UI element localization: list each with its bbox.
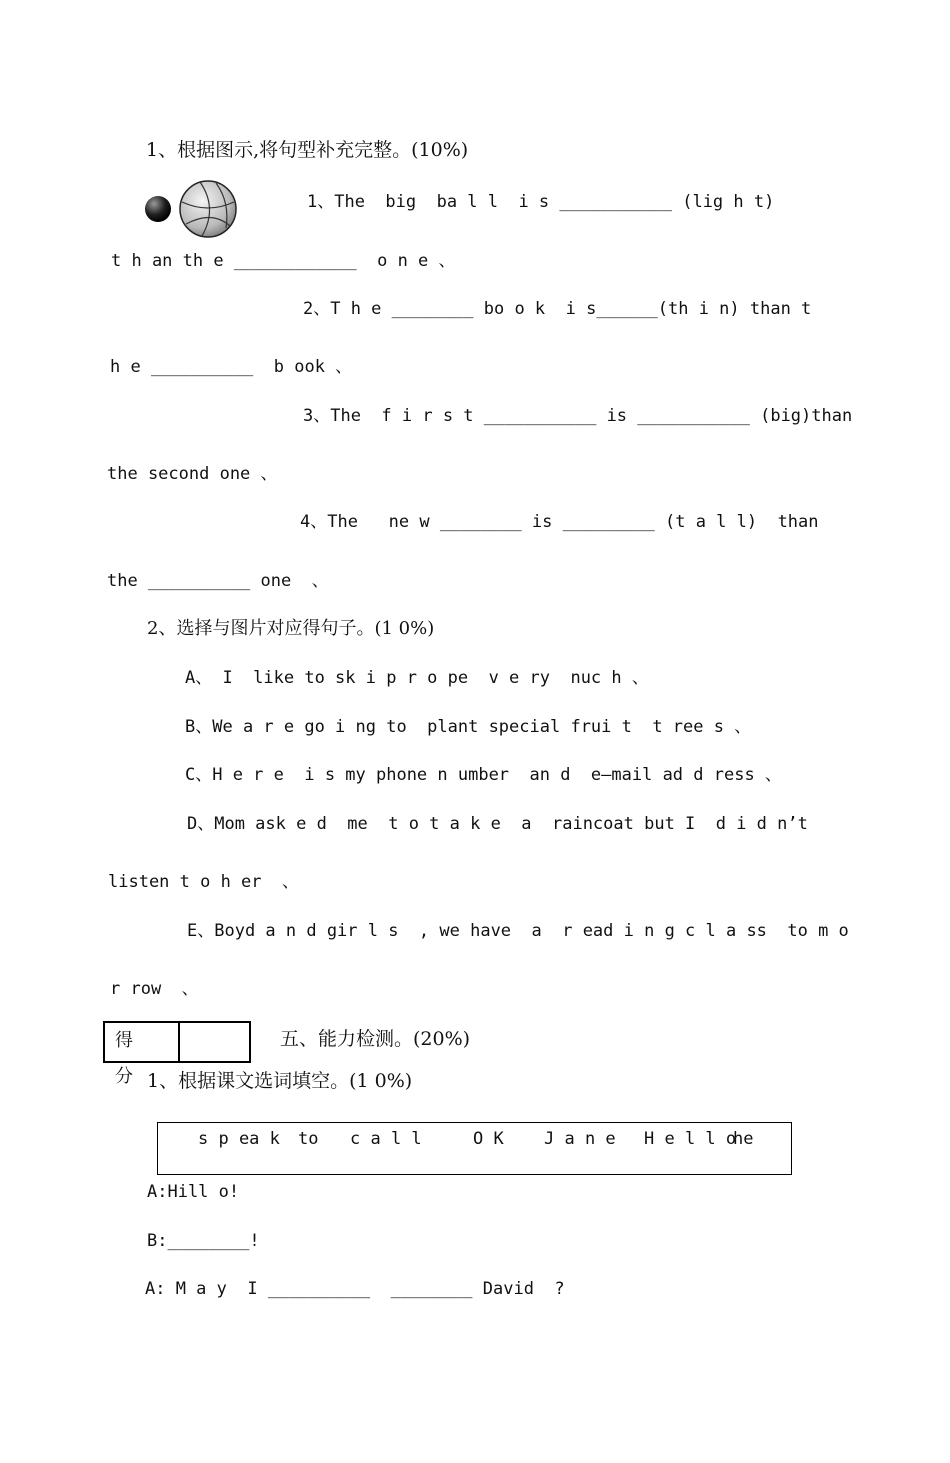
dialog-b1: B:________! [147, 1231, 260, 1251]
word-ok: O K [473, 1129, 504, 1149]
dialog-a2: A: M a y I __________ ________ David ? [145, 1279, 565, 1299]
basketball-icon [180, 181, 236, 237]
q1-line2: t h an th e ____________ o n e 、 [111, 251, 456, 271]
q3-line2: the second one 、 [107, 464, 278, 484]
option-d-line1: D、Mom ask e d me t o t a k e a raincoat but I d i d n’t [187, 814, 808, 834]
option-b: B、We a r e go i ng to plant special frui t t ree s 、 [185, 717, 752, 737]
section5-heading: 五、能力检测。(20%) [280, 1028, 471, 1050]
option-c: C、H e r e i s my phone n umber an d e—mail ad d ress 、 [185, 765, 782, 785]
q2-line2: h e __________ b ook 、 [110, 357, 353, 377]
score-box [103, 1021, 251, 1087]
dialog-a1: A:Hill o! [147, 1182, 240, 1202]
option-e-line2: r row 、 [110, 979, 199, 999]
word-he: he [733, 1129, 754, 1149]
score-blank-cell [180, 1023, 249, 1061]
q4-line1: 4、The ne w ________ is _________ (t a l l) than [300, 512, 819, 532]
option-a: A、 I like to sk i p r o pe v e ry nuc h 、 [185, 668, 649, 688]
q3-line1: 3、The f i r s t ___________ is ___________ (big)than [303, 406, 853, 426]
word-speak: s p ea k [198, 1129, 280, 1149]
word-bank-box [157, 1122, 792, 1175]
q4-line2: the __________ one 、 [107, 571, 329, 591]
section2-heading: 2、选择与图片对应得句子。(1 0%) [147, 618, 435, 639]
word-hello: H e l l o [644, 1129, 737, 1149]
q1-line1: 1、The big ba l l i s ___________ (lig h t) [307, 192, 775, 212]
word-to: to [298, 1129, 319, 1149]
score-label: 得 分 [105, 1023, 180, 1061]
section5-subheading: 1、根据课文选词填空。(1 0%) [147, 1070, 413, 1092]
q2-line1: 2、T h e ________ bo o k i s______(th i n) than t [303, 299, 812, 319]
small-ball-icon [145, 196, 171, 222]
option-e-line1: E、Boyd a n d gir l s , we have a r ead i n g c l a ss to m o [187, 921, 849, 941]
option-d-line2: listen t o h er 、 [108, 872, 299, 892]
word-jane: J a n e [544, 1129, 616, 1149]
section1-heading: 1、根据图示,将句型补充完整。(10%) [146, 139, 469, 161]
word-call: c a l l [350, 1129, 422, 1149]
balls-picture [142, 180, 240, 240]
